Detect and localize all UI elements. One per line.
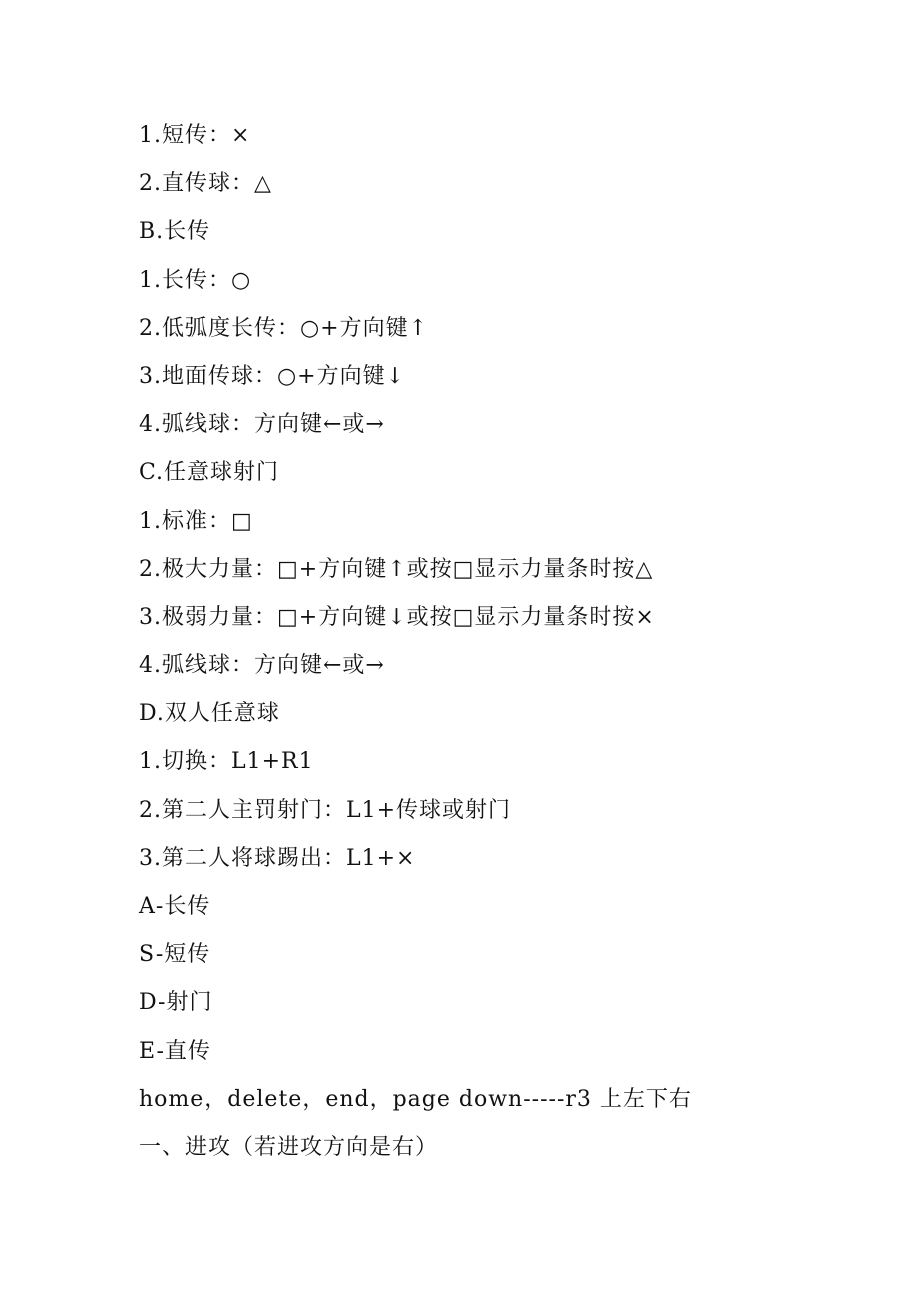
line-key-a: A-长传 — [139, 894, 211, 919]
document-body — [139, 112, 879, 1172]
line-ground-pass: 3.地面传球：○+方向键↓ — [139, 363, 406, 389]
section-heading-free-kick: C.任意球射门 — [139, 460, 280, 486]
line-key-e: E-直传 — [139, 1038, 211, 1064]
line-long-pass: 1.长传：○ — [139, 267, 252, 293]
line-second-player-kick-out: 3.第二人将球踢出：L1+× — [139, 845, 416, 871]
section-heading-long-pass: B.长传 — [139, 219, 211, 245]
line-low-arc-long-pass: 2.低弧度长传：○+方向键↑ — [139, 315, 429, 341]
line-key-d: D-射门 — [139, 990, 213, 1016]
line-second-player-shot: 2.第二人主罚射门：L1+传球或射门 — [139, 797, 512, 823]
line-through-ball: 2.直传球：△ — [139, 171, 272, 197]
line-switch: 1.切换：L1+R1 — [139, 749, 314, 775]
line-key-s: S-短传 — [139, 942, 211, 968]
line-min-power: 3.极弱力量：□+方向键↓或按□显示力量条时按× — [139, 604, 655, 630]
line-curve-ball: 4.弧线球：方向键←或→ — [139, 412, 385, 438]
line-standard: 1.标准：□ — [139, 508, 253, 534]
line-free-kick-curve: 4.弧线球：方向键←或→ — [139, 653, 385, 679]
section-heading-two-player-free-kick: D.双人任意球 — [139, 701, 280, 727]
line-short-pass: 1.短传：× — [139, 123, 251, 148]
line-max-power: 2.极大力量：□+方向键↑或按□显示力量条时按△ — [139, 556, 654, 582]
line-keyboard-mapping: home，delete，end，page down-----r3 上左下右 — [139, 1086, 692, 1112]
section-heading-attack: 一、进攻（若进攻方向是右） — [139, 1134, 439, 1160]
